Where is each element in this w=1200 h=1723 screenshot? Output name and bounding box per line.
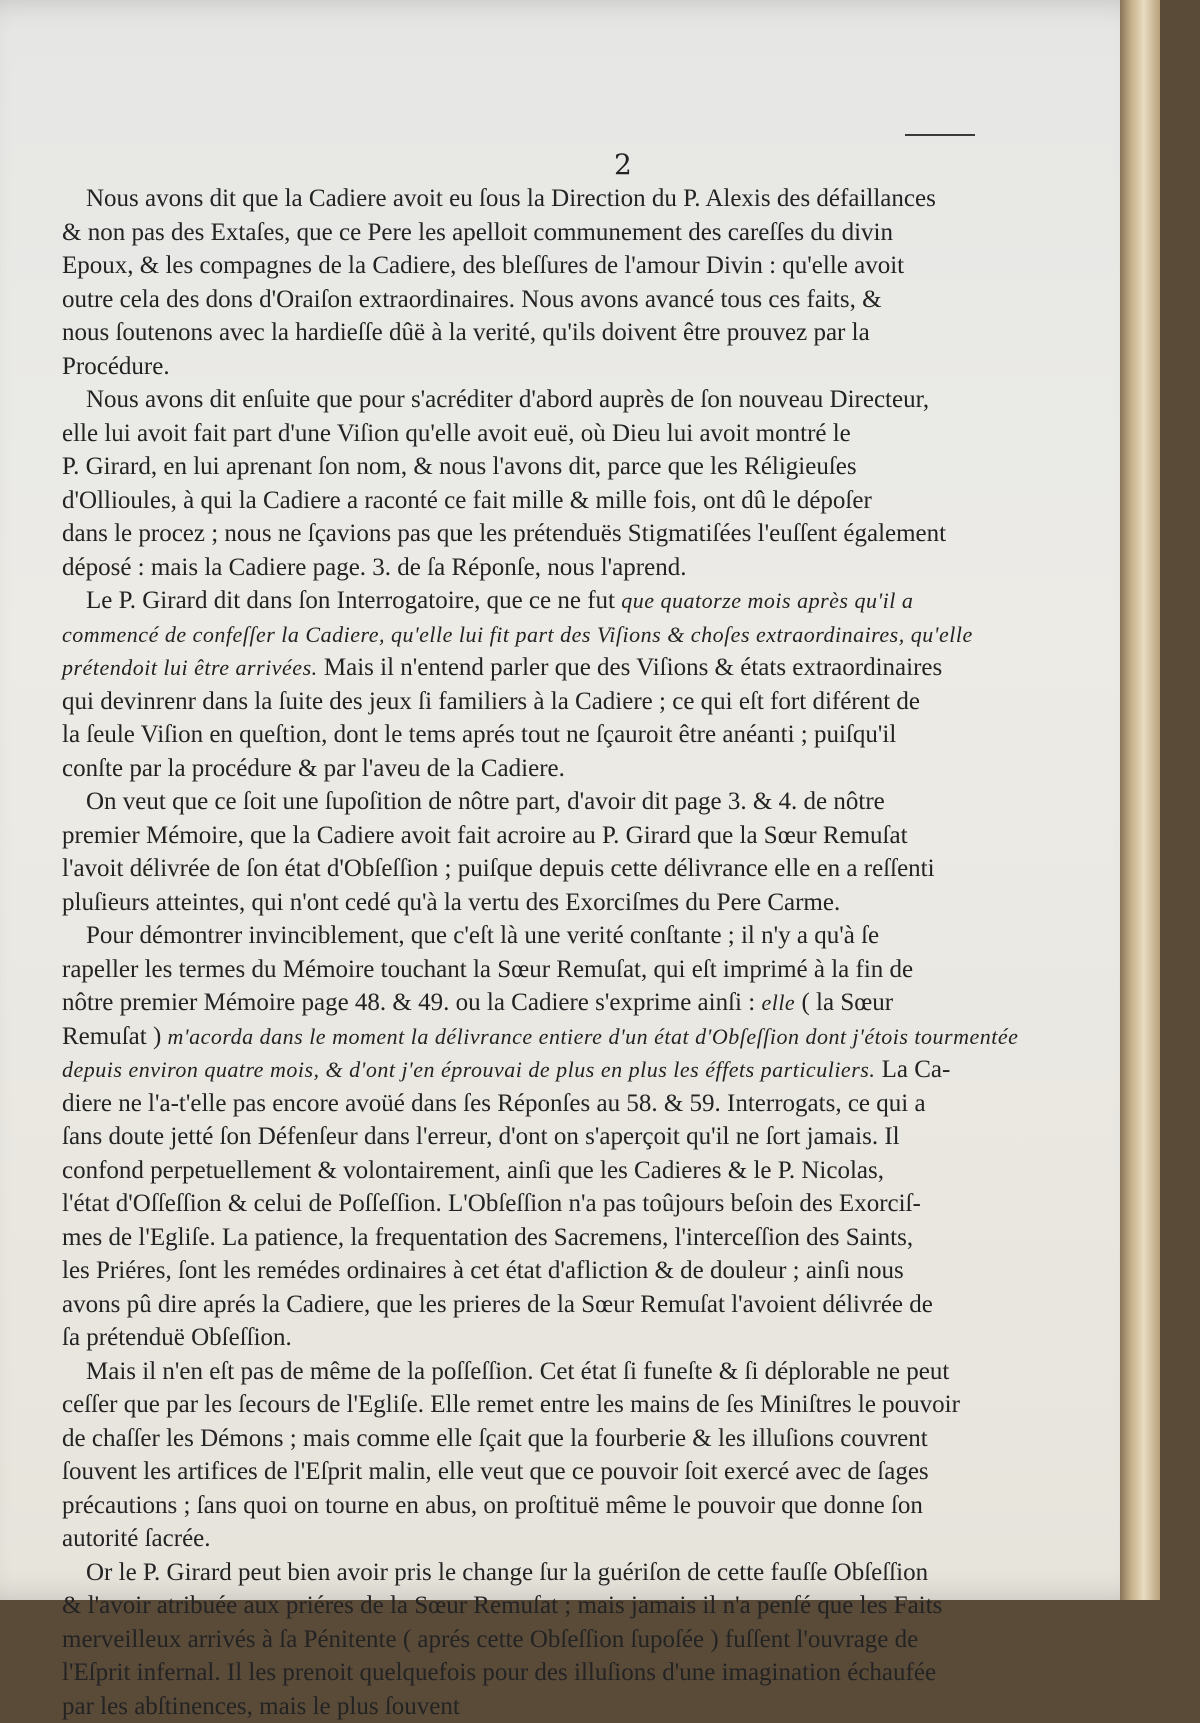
- text-run: nous ſoutenons avec la hardieſſe dûë à la verité, qu'ils doivent être prouvez par la: [62, 319, 870, 346]
- body-text: [62, 182, 1152, 1723]
- text-line: [62, 1087, 1152, 1121]
- text-run: pluſieurs atteintes, qui n'ont cedé qu'à la vertu des Exorciſmes du Pere Carme.: [62, 889, 840, 916]
- text-run: Nous avons dit que la Cadiere avoit eu ſous la Direction du P. Alexis des défaillances: [86, 185, 936, 212]
- text-line: [62, 852, 1152, 886]
- text-run: premier Mémoire, que la Cadiere avoit fait acroire au P. Girard que la Sœur Remuſat: [62, 822, 908, 849]
- text-line: [62, 484, 1152, 518]
- text-line: [62, 752, 1152, 786]
- text-line: [62, 919, 1152, 953]
- text-run: Mais il n'en eſt pas de même de la poſſeſſion. Cet état ſi funeſte & ſi déplorable ne peut: [86, 1358, 949, 1385]
- text-line: [62, 551, 1152, 585]
- text-line: [62, 651, 1152, 685]
- text-run: Or le P. Girard peut bien avoir pris le change ſur la guériſon de cette fauſſe Obſeſſion: [86, 1559, 928, 1586]
- text-line: [62, 450, 1152, 484]
- text-line: [62, 1020, 1152, 1054]
- text-line: [62, 249, 1152, 283]
- text-line: [62, 1254, 1152, 1288]
- text-line: [62, 1053, 1152, 1087]
- text-run: mes de l'Egliſe. La patience, la frequentation des Sacremens, l'interceſſion des Saints,: [62, 1224, 913, 1251]
- text-run: dans le procez ; nous ne ſçavions pas que les prétenduës Stigmatiſées l'euſſent également: [62, 520, 946, 547]
- text-run: Le P. Girard dit dans ſon Interrogatoire, que ce ne fut: [86, 587, 621, 614]
- text-line: [62, 417, 1152, 451]
- text-line: [62, 1321, 1152, 1355]
- text-line: [62, 182, 1152, 216]
- text-run: précautions ; ſans quoi on tourne en abus, on proſtituë même le pouvoir que donne ſon: [62, 1492, 923, 1519]
- text-run: elle lui avoit fait part d'une Viſion qu'elle avoit euë, où Dieu lui avoit montré le: [62, 420, 851, 447]
- header-rule: [905, 134, 975, 136]
- text-line: [62, 1489, 1152, 1523]
- text-run: Mais il n'entend parler que des Viſions & états extraordinaires: [318, 654, 943, 681]
- text-line: [62, 1187, 1152, 1221]
- italic-quote: m'acorda dans le moment la délivrance entiere d'un état d'Obſeſſion dont j'étois tourmentée: [168, 1024, 1019, 1049]
- text-run: autorité ſacrée.: [62, 1525, 211, 1552]
- text-run: nôtre premier Mémoire page 48. & 49. ou la Cadiere s'exprime ainſi :: [62, 989, 761, 1016]
- italic-quote: que quatorze mois après qu'il a: [621, 588, 913, 613]
- text-run: ſouvent les artifices de l'Eſprit malin, elle veut que ce pouvoir ſoit exercé avec de ſages: [62, 1458, 929, 1485]
- text-line: [62, 785, 1152, 819]
- text-line: [62, 283, 1152, 317]
- text-run: ſans doute jetté ſon Défenſeur dans l'erreur, d'ont on s'aperçoit qu'il ne ſort jamais. Il: [62, 1123, 900, 1150]
- text-line: [62, 953, 1152, 987]
- text-run: Nous avons dit enſuite que pour s'acréditer d'abord auprès de ſon nouveau Directeur,: [86, 386, 929, 413]
- text-run: avons pû dire aprés la Cadiere, que les prieres de la Sœur Remuſat l'avoient délivrée de: [62, 1291, 933, 1318]
- italic-quote: prétendoit lui être arrivées.: [62, 655, 318, 680]
- text-line: [62, 1388, 1152, 1422]
- text-run: l'avoit délivrée de ſon état d'Obſeſſion ; puiſque depuis cette délivrance elle en a reſſenti: [62, 855, 935, 882]
- text-line: [62, 685, 1152, 719]
- page-edge: [1120, 0, 1160, 1600]
- italic-quote: commencé de confeſſer la Cadiere, qu'elle lui fit part des Viſions & choſes extraordinaires, qu'elle: [62, 622, 973, 647]
- text-run: rapeller les termes du Mémoire touchant la Sœur Remuſat, qui eſt imprimé à la fin de: [62, 956, 913, 983]
- text-line: [62, 819, 1152, 853]
- text-line: [62, 1154, 1152, 1188]
- text-run: diere ne l'a-t'elle pas encore avoüé dans ſes Réponſes au 58. & 59. Interrogats, ce qui a: [62, 1090, 926, 1117]
- text-line: [62, 1455, 1152, 1489]
- text-line: [62, 350, 1152, 384]
- text-line: [62, 1288, 1152, 1322]
- text-line: [62, 1422, 1152, 1456]
- text-line: [62, 316, 1152, 350]
- text-run: d'Ollioules, à qui la Cadiere a raconté ce fait mille & mille fois, ont dû le dépoſer: [62, 487, 872, 514]
- page-number: 2: [614, 148, 632, 181]
- text-line: [62, 618, 1152, 652]
- text-run: par les abſtinences, mais le plus ſouvent: [62, 1693, 460, 1720]
- text-line: [62, 1690, 1152, 1723]
- text-run: la ſeule Viſion en queſtion, dont le tems aprés tout ne ſçauroit être anéanti ; puiſqu'il: [62, 721, 896, 748]
- text-run: conſte par la procédure & par l'aveu de la Cadiere.: [62, 755, 565, 782]
- text-line: [62, 1221, 1152, 1255]
- text-line: [62, 216, 1152, 250]
- text-line: [62, 986, 1152, 1020]
- text-run: & l'avoir atribuée aux priéres de la Sœur Remuſat ; mais jamais il n'a penſé que les Faits: [62, 1592, 942, 1619]
- text-run: les Priéres, ſont les remédes ordinaires à cet état d'afliction & de douleur ; ainſi nous: [62, 1257, 904, 1284]
- text-line: [62, 1355, 1152, 1389]
- text-run: On veut que ce ſoit une ſupoſition de nôtre part, d'avoir dit page 3. & 4. de nôtre: [86, 788, 885, 815]
- text-line: [62, 718, 1152, 752]
- italic-quote: elle: [761, 990, 795, 1015]
- text-run: de chaſſer les Démons ; mais comme elle ſçait que la fourberie & les illuſions couvrent: [62, 1425, 928, 1452]
- text-line: [62, 383, 1152, 417]
- text-line: [62, 1522, 1152, 1556]
- text-run: merveilleux arrivés à ſa Pénitente ( aprés cette Obſeſſion ſupoſée ) fuſſent l'ouvrage de: [62, 1626, 918, 1653]
- text-line: [62, 1589, 1152, 1623]
- text-run: Epoux, & les compagnes de la Cadiere, des bleſſures de l'amour Divin : qu'elle avoit: [62, 252, 904, 279]
- text-run: confond perpetuellement & volontairement, ainſi que les Cadieres & le P. Nicolas,: [62, 1157, 884, 1184]
- text-line: [62, 584, 1152, 618]
- text-run: Pour démontrer invinciblement, que c'eſt là une verité conſtante ; il n'y a qu'à ſe: [86, 922, 879, 949]
- text-run: La Ca-: [875, 1056, 950, 1083]
- text-line: [62, 1623, 1152, 1657]
- text-run: déposé : mais la Cadiere page. 3. de ſa Réponſe, nous l'aprend.: [62, 554, 686, 581]
- text-run: qui devinrenr dans la ſuite des jeux ſi familiers à la Cadiere ; ce qui eſt fort diférent de: [62, 688, 920, 715]
- text-line: [62, 1556, 1152, 1590]
- text-run: Procédure.: [62, 353, 170, 380]
- italic-quote: depuis environ quatre mois, & d'ont j'en éprouvai de plus en plus les éffets particuliers.: [62, 1057, 875, 1082]
- text-run: ( la Sœur: [795, 989, 893, 1016]
- text-run: outre cela des dons d'Oraiſon extraordinaires. Nous avons avancé tous ces faits, &: [62, 286, 882, 313]
- text-line: [62, 517, 1152, 551]
- text-run: l'Eſprit infernal. Il les prenoit quelquefois pour des illuſions d'une imagination échaufée: [62, 1659, 936, 1686]
- text-run: Remuſat ): [62, 1023, 168, 1050]
- text-run: ceſſer que par les ſecours de l'Egliſe. Elle remet entre les mains de ſes Miniſtres le pouvoir: [62, 1391, 960, 1418]
- text-line: [62, 886, 1152, 920]
- text-line: [62, 1120, 1152, 1154]
- text-run: & non pas des Extaſes, que ce Pere les apelloit communement des careſſes du divin: [62, 219, 893, 246]
- text-line: [62, 1656, 1152, 1690]
- text-run: P. Girard, en lui aprenant ſon nom, & nous l'avons dit, parce que les Réligieuſes: [62, 453, 857, 480]
- text-run: ſa prétenduë Obſeſſion.: [62, 1324, 292, 1351]
- text-run: l'état d'Oſſeſſion & celui de Poſſeſſion. L'Obſeſſion n'a pas toûjours beſoin des Exorciſ-: [62, 1190, 921, 1217]
